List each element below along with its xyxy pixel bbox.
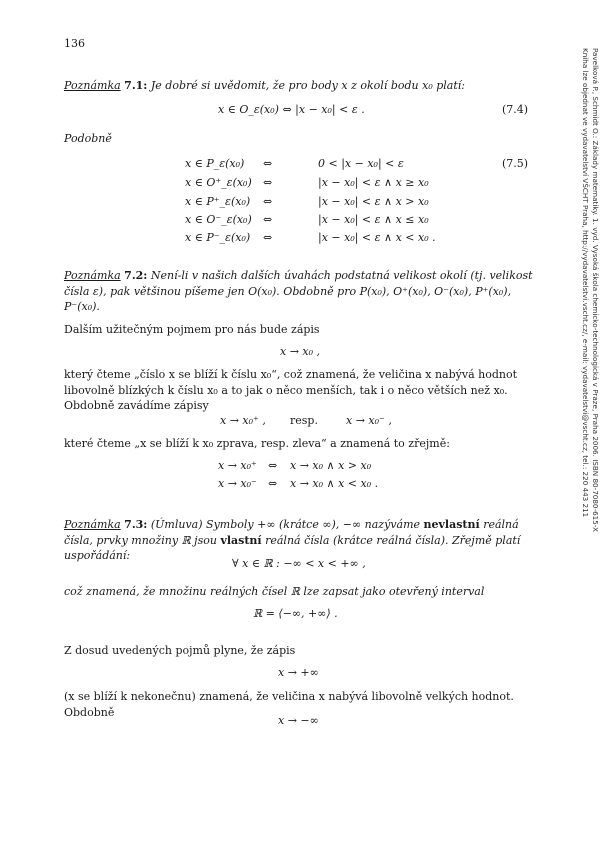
equation-lhs: x ∈ P⁻_ε(x₀) <box>185 231 251 244</box>
equation-rhs: x → x₀ ∧ x > x₀ <box>290 459 372 472</box>
similar-label: Podobně <box>64 132 112 145</box>
bold-term: vlastní <box>220 533 262 547</box>
note-text: reálná čísla (krátce reálná čísla). Zřejmě platí uspořádání: <box>64 533 521 562</box>
equivalence-symbol: ⇔ <box>263 195 273 208</box>
equation-rhs: x → x₀ ∧ x < x₀ . <box>290 477 379 490</box>
note-label: Poznámka <box>64 518 121 531</box>
note-number: 7.1: <box>124 79 148 92</box>
paragraph: které čteme „x se blíží k x₀ zprava, resp. zleva“ a znamená to zřejmě: <box>64 437 450 450</box>
equation-lhs: x ∈ O⁺_ε(x₀) <box>185 176 252 189</box>
equation-number: (7.5) <box>502 157 529 170</box>
equation-rhs: |x − x₀| < ε ∧ x ≤ x₀ <box>318 213 429 226</box>
note-label: Poznámka <box>64 79 121 92</box>
equation-lhs: x ∈ P⁺_ε(x₀) <box>185 195 251 208</box>
note-number: 7.2: <box>124 269 148 282</box>
bold-term: nevlastní <box>423 518 480 531</box>
note-7-1 <box>64 78 538 94</box>
negative-infinity-limit-equation: x → −∞ <box>278 714 319 727</box>
equation-7-4: x ∈ O_ε(x₀) ⇔ |x − x₀| < ε . <box>218 103 365 116</box>
note-text: což znamená, že množinu reálných čísel ℝ lze zapsat jako otevřený interval <box>64 585 485 598</box>
equation-lhs: x → x₀⁺ <box>218 459 257 472</box>
note-label: Poznámka <box>64 269 121 282</box>
equivalence-symbol: ⇔ <box>268 459 278 472</box>
paragraph: Dalším užitečným pojmem pro nás bude zápis <box>64 323 320 336</box>
limit-equation: x → x₀ , <box>280 345 321 358</box>
order-equation: ∀ x ∈ ℝ : −∞ < x < +∞ , <box>232 557 366 570</box>
note-text: reálná čísla, prvky množiny ℝ jsou <box>64 518 519 547</box>
equation-rhs: |x − x₀| < ε ∧ x ≥ x₀ <box>318 176 429 189</box>
equation-lhs: x ∈ P_ε(x₀) <box>185 157 245 170</box>
citation-line: Kniha lze objednat ve vydavatelství VŠCHT Praha, http://vydavatelstvi.vscht.cz/, e-mail: vydavatelstvi@vscht.cz, tel.: 220 443 211 <box>581 48 590 518</box>
interval-equation: ℝ = ⟨−∞, +∞⟩ . <box>253 607 338 620</box>
paragraph: který čteme „číslo x se blíží k číslu x₀“, což znamená, že veličina x nabývá hodnot libovolně blízkých k číslu x₀ a to jak o něco menších, tak i o něco větších než x₀. Obdobně zavádíme zápisy <box>64 368 518 412</box>
infinity-limit-equation: x → +∞ <box>278 666 319 679</box>
note-text: (Úmluva) Symboly +∞ (krátce ∞), −∞ nazýváme <box>150 518 421 531</box>
paragraph: (x se blíží k nekonečnu) znamená, že veličina x nabývá libovolně velkých hodnot. Obdobně <box>64 690 514 719</box>
page-number: 136 <box>64 37 85 50</box>
equation-number: (7.4) <box>502 103 529 116</box>
equation-rhs: |x − x₀| < ε ∧ x > x₀ <box>318 195 429 208</box>
note-7-2 <box>64 268 538 315</box>
equation-lhs: x → x₀⁻ <box>218 477 257 490</box>
resp-label: resp. <box>290 414 318 427</box>
margin-citation <box>566 48 600 728</box>
note-text: Není-li v našich dalších úvahách podstatná velikost okolí (tj. velikost čísla ε), pak většinou píšeme jen O(x₀). Obdobně pro P(x₀), O⁺(x₀), O⁻(x₀), P⁺(x₀), P⁻(x₀). <box>64 269 533 313</box>
equation-lhs: x ∈ O⁻_ε(x₀) <box>185 213 252 226</box>
equivalence-symbol: ⇔ <box>263 213 273 226</box>
left-limit-notation: x → x₀⁻ , <box>346 414 392 427</box>
note-text: Je dobré si uvědomit, že pro body x z okolí bodu x₀ platí: <box>150 79 465 92</box>
equation-rhs: |x − x₀| < ε ∧ x < x₀ . <box>318 231 436 244</box>
right-limit-notation: x → x₀⁺ , <box>220 414 266 427</box>
equivalence-symbol: ⇔ <box>263 157 273 170</box>
paragraph: Z dosud uvedených pojmů plyne, že zápis <box>64 644 296 657</box>
equivalence-symbol: ⇔ <box>263 176 273 189</box>
equivalence-symbol: ⇔ <box>263 231 273 244</box>
note-number: 7.3: <box>124 518 148 531</box>
equation-rhs: 0 < |x − x₀| < ε <box>318 157 404 170</box>
equivalence-symbol: ⇔ <box>268 477 278 490</box>
citation-line: Pavelková P., Schmidt O.: Základy matematiky. 1. vyd. Vysoká škola chemicko-technologická v Praze, Praha 2006. ISBN 80-7080-615-X <box>591 48 600 532</box>
